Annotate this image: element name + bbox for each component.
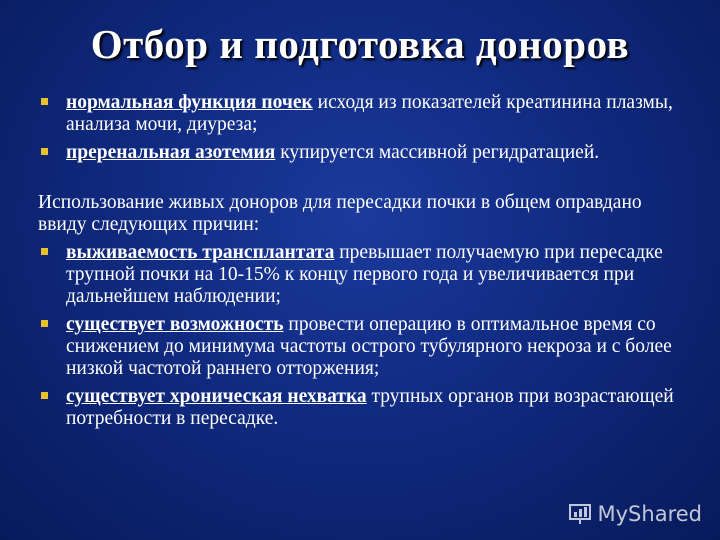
bullet-square-icon — [41, 320, 48, 327]
bullet-bold-text: существует возможность — [66, 314, 284, 335]
bullet-bold-text: преренальная азотемия — [66, 142, 276, 163]
bullet-item — [38, 314, 678, 380]
bullet-item — [38, 142, 678, 164]
watermark-text: MyShared — [597, 502, 702, 526]
slide-body — [38, 92, 678, 436]
presentation-icon — [568, 502, 592, 526]
bullet-square-icon — [41, 148, 48, 155]
bullet-text: провести операцию в оптимальное время со снижением до минимума частоты острого тубулярного некроза и с более низкой частотой раннего отторжения; — [66, 314, 672, 379]
bullet-bold-text: существует хроническая нехватка — [66, 386, 367, 407]
bullet-item — [38, 386, 678, 430]
bullet-item — [38, 242, 678, 308]
bullet-square-icon — [41, 98, 48, 105]
bullet-bold-text: нормальная функция почек — [66, 92, 313, 113]
bullet-item — [38, 92, 678, 136]
bullet-text: исходя из показателей креатинина плазмы, анализа мочи, диуреза; — [66, 92, 673, 135]
bullet-text: превышает получаемую при пересадке трупной почки на 10-15% к концу первого года и увеличивается при дальнейшем наблюдении; — [66, 242, 663, 307]
bullet-text: трупных органов при возрастающей потребности в пересадке. — [66, 386, 674, 429]
slide-title: Отбор и подготовка доноров — [90, 21, 630, 67]
watermark — [568, 502, 702, 526]
intro-paragraph: Использование живых доноров для пересадки почки в общем оправдано ввиду следующих причин: — [38, 192, 642, 235]
bullet-square-icon — [41, 392, 48, 399]
bullet-bold-text: выживаемость трансплантата — [66, 242, 335, 263]
bullet-square-icon — [41, 248, 48, 255]
bullet-text: купируется массивной регидратацией. — [275, 142, 600, 163]
